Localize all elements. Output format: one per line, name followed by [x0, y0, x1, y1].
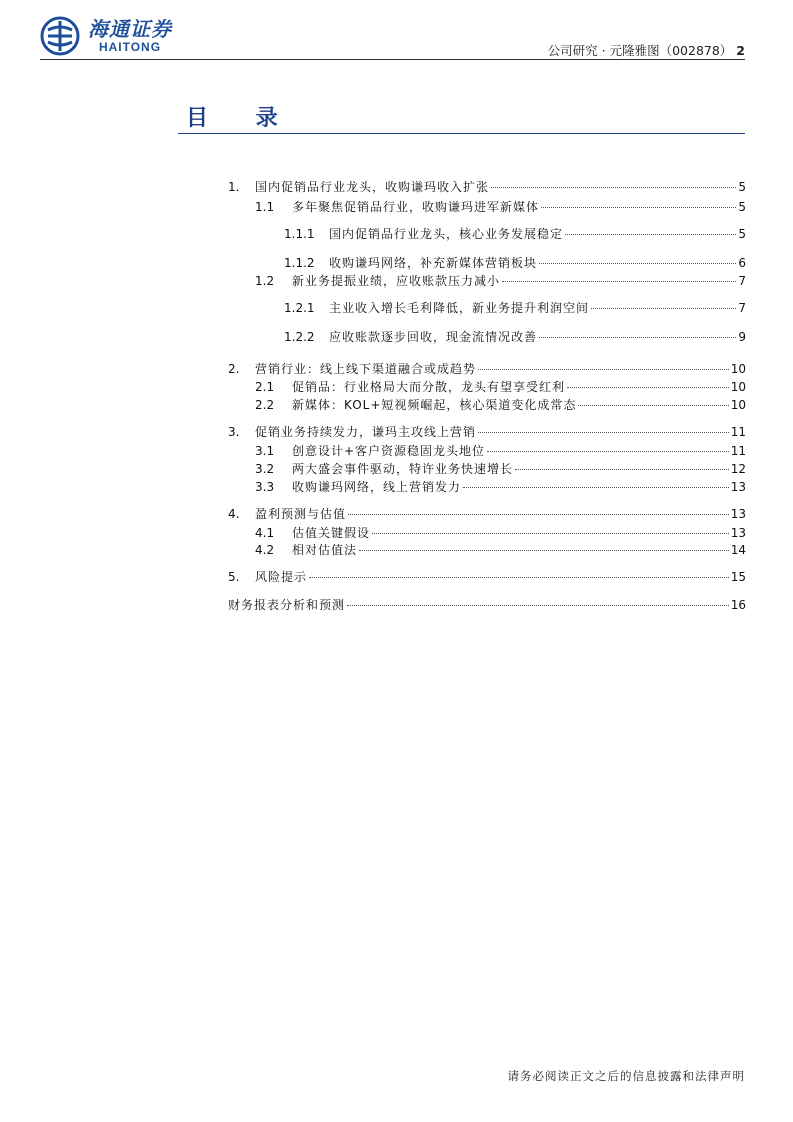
- haitong-emblem-icon: [40, 16, 80, 56]
- dot-leader: [348, 514, 729, 515]
- dot-leader: [502, 281, 736, 282]
- header-divider: [40, 59, 745, 60]
- toc-entry-page: 13: [730, 507, 746, 521]
- report-header-info: [548, 41, 745, 59]
- toc-entry-number: 5.: [228, 570, 240, 584]
- dot-leader: [565, 234, 736, 235]
- toc-entry-title: 财务报表分析和预测: [228, 598, 346, 612]
- toc-entry-title: 新媒体：KOL+短视频崛起，核心渠道变化成常态: [292, 398, 577, 412]
- toc-entry-page: 12: [730, 462, 746, 476]
- toc-entry-number: 2.: [228, 362, 240, 376]
- toc-entry-page: 10: [730, 362, 746, 376]
- dot-leader: [539, 337, 736, 338]
- dot-leader: [372, 533, 729, 534]
- toc-entry[interactable]: [228, 569, 746, 585]
- toc-entry-page: 14: [730, 543, 746, 557]
- toc-entry-title: 收购谦玛网络，补充新媒体营销板块: [329, 256, 538, 270]
- toc-entry-number: 4.2: [255, 543, 275, 557]
- dot-leader: [309, 577, 729, 578]
- toc-entry-number: 1.1: [255, 200, 275, 214]
- toc-entry-number: 1.2.2: [284, 330, 315, 344]
- toc-entry[interactable]: [255, 273, 746, 289]
- legal-disclaimer: 请务必阅读正文之后的信息披露和法律声明: [507, 1069, 745, 1083]
- dot-leader: [359, 550, 729, 551]
- toc-entry-title: 估值关键假设: [292, 526, 371, 540]
- dot-leader: [491, 187, 736, 188]
- toc-entry-page: 5: [738, 180, 746, 194]
- toc-entry-page: 9: [738, 330, 746, 344]
- toc-entry-title: 应收账款逐步回收，现金流情况改善: [329, 330, 538, 344]
- dot-leader: [515, 469, 729, 470]
- dot-leader: [567, 387, 729, 388]
- toc-entry-title: 新业务提振业绩，应收账款压力减小: [292, 274, 501, 288]
- toc-entry-page: 7: [738, 301, 746, 315]
- toc-entry[interactable]: [255, 461, 746, 477]
- toc-entry[interactable]: [255, 479, 746, 495]
- toc-entry-title: 风险提示: [255, 570, 308, 584]
- toc-entry-page: 11: [730, 425, 746, 439]
- toc-entry-title: 国内促销品行业龙头，核心业务发展稳定: [329, 227, 564, 241]
- toc-entry-title: 两大盛会事件驱动，特许业务快速增长: [292, 462, 514, 476]
- toc-entry-page: 13: [730, 526, 746, 540]
- toc-entry[interactable]: [284, 226, 746, 242]
- toc-entry[interactable]: [228, 506, 746, 522]
- toc-heading: 目 录: [186, 105, 298, 131]
- toc-entry-number: 3.1: [255, 444, 275, 458]
- dot-leader: [591, 308, 736, 309]
- toc-entry-number: 1.1.1: [284, 227, 315, 241]
- dot-leader: [487, 451, 729, 452]
- toc-entry-title: 营销行业：线上线下渠道融合或成趋势: [255, 362, 477, 376]
- toc-entry-title: 盈利预测与估值: [255, 507, 347, 521]
- toc-entry[interactable]: [255, 443, 746, 459]
- dot-leader: [463, 487, 729, 488]
- toc-entry-number: 1.1.2: [284, 256, 315, 270]
- logo-english-name: HAITONG: [98, 40, 162, 54]
- toc-entry-page: 13: [730, 480, 746, 494]
- toc-heading-divider: [178, 133, 745, 134]
- toc-entry[interactable]: [255, 542, 746, 558]
- toc-entry-number: 2.1: [255, 380, 275, 394]
- toc-entry-page: 10: [730, 380, 746, 394]
- toc-entry[interactable]: [255, 397, 746, 413]
- toc-entry-page: 16: [730, 598, 746, 612]
- toc-entry-number: 1.2: [255, 274, 275, 288]
- toc-entry[interactable]: [255, 379, 746, 395]
- toc-entry-title: 促销品：行业格局大而分散，龙头有望享受红利: [292, 380, 566, 394]
- dot-leader: [539, 263, 736, 264]
- toc-entry-title: 国内促销品行业龙头，收购谦玛收入扩张: [255, 180, 490, 194]
- toc-entry-number: 4.1: [255, 526, 275, 540]
- toc-entry[interactable]: [284, 255, 746, 271]
- toc-entry-number: 1.2.1: [284, 301, 315, 315]
- toc-entry-page: 11: [730, 444, 746, 458]
- toc-entry-number: 3.2: [255, 462, 275, 476]
- toc-entry-page: 15: [730, 570, 746, 584]
- dot-leader: [347, 605, 729, 606]
- report-title: 公司研究 · 元隆雅图（002878）: [547, 43, 733, 58]
- logo-chinese-name: 海通证券: [88, 17, 172, 41]
- company-logo: [40, 16, 172, 56]
- toc-entry-title: 相对估值法: [292, 543, 358, 557]
- dot-leader: [478, 432, 729, 433]
- toc-entry-title: 创意设计+客户资源稳固龙头地位: [292, 444, 486, 458]
- toc-entry[interactable]: [228, 597, 746, 613]
- toc-entry-title: 收购谦玛网络，线上营销发力: [292, 480, 462, 494]
- toc-entry-page: 10: [730, 398, 746, 412]
- toc-entry[interactable]: [255, 199, 746, 215]
- toc-entry-title: 促销业务持续发力，谦玛主攻线上营销: [255, 425, 477, 439]
- toc-entry[interactable]: [228, 361, 746, 377]
- toc-entry[interactable]: [284, 329, 746, 345]
- toc-entry-page: 6: [738, 256, 746, 270]
- page-number: 2: [736, 43, 745, 58]
- toc-entry[interactable]: [284, 300, 746, 316]
- toc-entry-number: 3.3: [255, 480, 275, 494]
- toc-entry-number: 3.: [228, 425, 240, 439]
- toc-entry-number: 2.2: [255, 398, 275, 412]
- toc-entry[interactable]: [255, 525, 746, 541]
- toc-entry-page: 5: [738, 200, 746, 214]
- toc-entry-title: 多年聚焦促销品行业，收购谦玛进军新媒体: [292, 200, 540, 214]
- dot-leader: [578, 405, 728, 406]
- toc-entry-page: 5: [738, 227, 746, 241]
- toc-entry[interactable]: [228, 424, 746, 440]
- dot-leader: [541, 207, 736, 208]
- dot-leader: [478, 369, 729, 370]
- toc-entry-number: 1.: [228, 180, 240, 194]
- toc-entry-page: 7: [738, 274, 746, 288]
- toc-entry[interactable]: [228, 179, 746, 195]
- toc-entry-number: 4.: [228, 507, 240, 521]
- toc-entry-title: 主业收入增长毛利降低，新业务提升利润空间: [329, 301, 590, 315]
